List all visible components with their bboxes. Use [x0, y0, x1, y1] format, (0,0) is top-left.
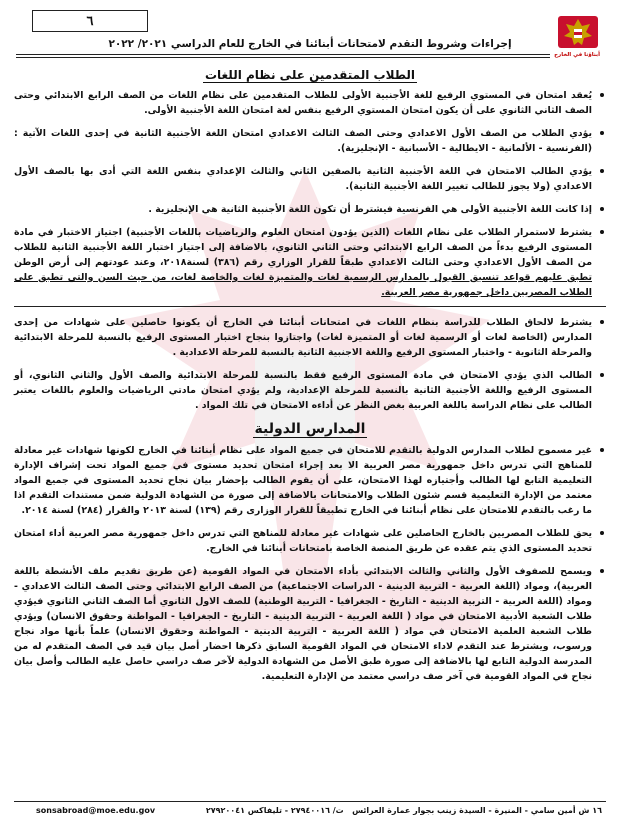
- bullet-icon: [600, 230, 604, 234]
- underlined-rule: تطبق عليهم قواعد تنسيق القبول بالمدارس الرسمية لغات والمتميزة لغات والخاصة لغات، من حيث السن والتي تطبق على الطلاب المصريين داخل جمهورية مصر العربية.: [14, 272, 592, 298]
- list-item: غير مسموح لطلاب المدارس الدولية بالتقدم للامتحان في جميع المواد على نظام أبنائنا في الخارج لكونها شهادات غير معادلة للمناهج التي تدرس داخل جمهورية مصر العربية الا بعد إجراء امتحان تحديد مستوى في جميع المواد تحت إشراف الإدارة التعليمية التابع لها الطالب وأجتيازه لهذا الامتحان، على أن يقوم الطالب بإحضار بيان نجاح تحديد المستوى في جميع المواد معتمد من الإدارة التعليمية قسم شئون الطلاب والامتحانات بالاضافة إلى صورة من الشهادة الدولية ضمن مستندات التقدم اذا ما رغب بالتقدم للامتحان على نظام أبنائنا في الخارج تطبيقاً للقرار الوزارى رقم (١٣٩) لسنة ٢٠١٣ والقرار (٢٨٤) لسنة ٢٠١٤.: [14, 443, 606, 518]
- list-item: الطالب الذي يؤدي الامتحان في مادة المستوى الرفيع فقط بالنسبة للمرحلة الابتدائية والصف الأول والثاني الثانوي، أو المستوى الرفيع واللغة الأجنبية الثانية بالنسبة للمرحلة الإعدادية، ولم يؤدي امتحان مادتي الرياضيات والعلوم باللغات يعتبر الطالب على نظام الدراسة باللغة العربية بغض النظر عن أداءه الامتحان في تلك المواد .: [14, 368, 606, 413]
- logo-text: أبناؤنا في الخارج: [554, 52, 600, 58]
- bullet-icon: [600, 531, 604, 535]
- section-title-languages: الطلاب المتقدمين على نظام اللغات: [204, 68, 416, 82]
- bullet-icon: [600, 207, 604, 211]
- bullet-icon: [600, 169, 604, 173]
- bullet-icon: [600, 131, 604, 135]
- section-title-international: المدارس الدولية: [254, 421, 366, 437]
- header-divider: [16, 54, 550, 55]
- bullet-icon: [600, 93, 604, 97]
- list-item: يشترط لاستمرار الطلاب على نظام اللغات (الذين يؤدون امتحان العلوم والرياضيات باللغات الأجنبية) اجتياز الاختبار في مادة المستوى الرفيع بدءاً من الصف الرابع الابتدائي وحتى الثاني الثانوي، بالاضافة إلى اجتياز اختبار اللغة الأجنبية الثانية للطلاب من الصف الأول الاعدادي وحتى الثالث الاعدادي طبقاً للقرار الوزاري رقم (٣٨٦) لسنة٢٠١٨، وعند عودتهم إلى أرض الوطن تطبق عليهم قواعد تنسيق القبول بالمدارس الرسمية لغات والمتميزة لغات والخاصة لغات، من حيث السن والتي تطبق على الطلاب المصريين داخل جمهورية مصر العربية.: [14, 225, 606, 300]
- list-item: يؤدي الطلاب من الصف الأول الاعدادي وحتى الصف الثالث الاعدادي امتحان اللغة الأجنبية الثانية في إحدى اللغات الآتية : (الفرنسية - الألمانية - الايطالية - الأسبانية - الإنجليزية).: [14, 126, 606, 156]
- list-item: يحق للطلاب المصريين بالخارج الحاصلين على شهادات غير معادلة للمناهج التي تدرس داخل جمهورية مصر العربية أداء امتحان تحديد المستوى الذي يتم عقده عن طريق المنصة الخاصة بامتحانات أبنائنا في الخارج.: [14, 526, 606, 556]
- eagle-logo-icon: [556, 10, 600, 50]
- list-item: يؤدي الطالب الامتحان في اللغة الأجنبية الثانية بالصفين الثاني والثالث الإعدادي بنفس اللغة التي أدى بها بالصف الأول الاعدادي (ولا يجوز للطالب تغيير اللغة الأجنبية الثانية).: [14, 164, 606, 194]
- list-item: يشترط لالحاق الطلاب للدراسة بنظام اللغات في امتحانات أبنائنا في الخارج أن يكونوا حاصلين على شهادات من إحدى المدارس (الخاصة لغات أو الرسمية لغات أو المتميزة لغات) واجتازوا بنجاح اختبار المستوى الرفيع بالنسبة للمرحلة الابتدائية والمرحلة الثانوية - واختبار المستوى الرفيع واللغة الاجنبية الثانية بالنسبة للمرحلة الاعدادية .: [14, 315, 606, 360]
- header-title: إجراءات وشروط التقدم لامتحانات أبنائنا في الخارج للعام الدراسي ٢٠٢١/ ٢٠٢٢: [108, 38, 512, 50]
- footer-phone: ت/ ٢٧٩٤٠٠١٦ - تليفاكس ٢٧٩٢٠٠٤١: [205, 806, 344, 815]
- list-item: إذا كانت اللغة الأجنبية الأولى هي الفرنسية فيشترط أن تكون اللغة الأجنبية الثانية هي الإنجليزية .: [14, 202, 606, 217]
- list-item: يُعقد امتحان في المستوي الرفيع للغة الأجنبية الأولى للطلاب المتقدمين على نظام اللغات من الصف الرابع الابتدائي وحتى الصف الثاني الثانوي على أن يكون امتحان المستوي الرفيع بنفس لغة امتحان اللغة الأجنبية الأولى.: [14, 88, 606, 118]
- page-header: [14, 6, 606, 56]
- bullet-icon: [600, 448, 604, 452]
- bullet-icon: [600, 569, 604, 573]
- list-item: ويسمح للصفوف الأول والثاني والثالث الابتدائي بأداء الامتحان في المواد القومية (عن طريق تقديم ملف الأنشطة باللغة العربية)، ومواد (اللغة العربية - التربية الدينية - الدراسات الاجتماعية) من الصف الرابع الابتدائي وحتى الصف الثالث الاعدادي - ومواد (اللغة العربية - التربية الدينية - التاريخ - الجغرافيا - التربية الوطنية) للصف الاول الثانوي أما الصف الثاني الثانوي فيؤدي طلاب الشعبة الأدبية الامتحان في مواد ( اللغة العربية - التربية الدينية - التاريخ - الجغرافيا - المواطنة وحقوق الانسان) ويؤدي طلاب الشعبة العلمية الامتحان في مواد ( اللغة العربية - التربية الدينية - المواطنة وحقوق الانسان) علماً بأنها مواد نجاح ورسوب، ويشترط عند التقدم لاداء الامتحان في المواد القومية السابق ذكرها احضار أصل بيان قيد في الصف المتقدم له من المدرسة الدولية التابع لها بالاضافة إلى صورة طبق الأصل من الشهادة الدولية لآخر صف دراسي حاصل عليه الطالب وأصل بيان نجاح في المواد القومية في آخر صف دراسي معتمد من الإدارة التعليمية.: [14, 564, 606, 684]
- footer-email: sonsabroad@moe.edu.gov: [36, 806, 156, 815]
- page-number-box: ٦: [32, 10, 148, 32]
- divider: [14, 306, 606, 307]
- ministry-logo: [556, 10, 600, 58]
- bullet-icon: [600, 373, 604, 377]
- footer-address: ١٦ ش أمين سامي - المنيرة - السيدة زينب بجوار عمارة العرائس ت/ ٢٧٩٤٠٠١٦ - تليفاكس ٢٧٩٢٠٠٤١: [205, 806, 602, 815]
- footer-divider: [14, 801, 606, 802]
- header-divider-thin: [16, 57, 550, 58]
- bullet-icon: [600, 320, 604, 324]
- page-footer: [14, 804, 606, 820]
